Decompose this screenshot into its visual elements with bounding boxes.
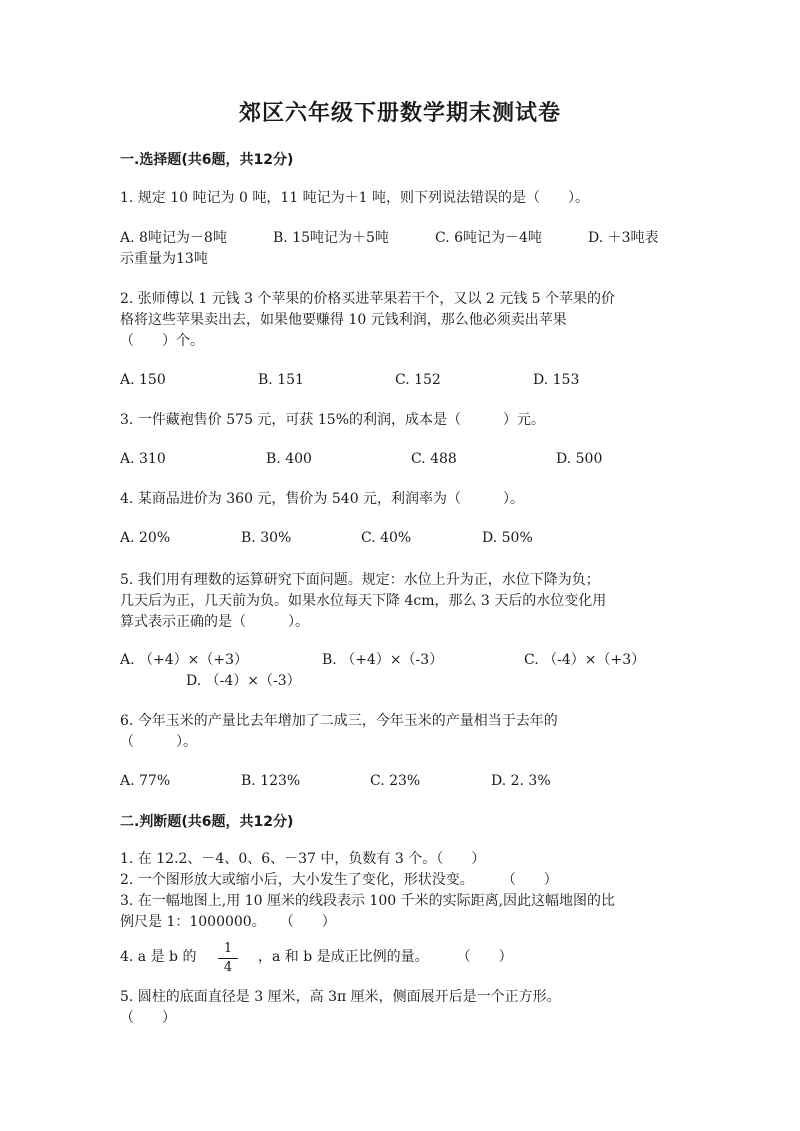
question-1-option-d: D. ＋3吨表 xyxy=(588,230,659,246)
tf-question-3-line-1: 3. 在一幅地图上,用 10 厘米的线段表示 100 千米的实际距离,因此这幅地图的比 xyxy=(120,893,616,909)
tf-question-4-after: ，a 和 b 是成正比例的量。 （ ） xyxy=(258,949,513,965)
question-3-option-a: A. 310 xyxy=(120,451,166,467)
question-6-option-d: D. 2. 3% xyxy=(491,773,551,789)
page-title: 郊区六年级下册数学期末测试卷 xyxy=(238,100,561,126)
tf-question-5-line-2: （ ） xyxy=(120,1010,176,1026)
section-heading-choice: 一.选择题(共6题，共12分) xyxy=(120,152,294,168)
question-2-option-d: D. 153 xyxy=(533,372,580,388)
question-6-option-c: C. 23% xyxy=(370,773,421,789)
question-6-stem-line-2: （ ）。 xyxy=(120,734,197,750)
question-5-stem-line-1: 5. 我们用有理数的运算研究下面问题。规定：水位上升为正，水位下降为负； xyxy=(120,572,600,588)
fraction xyxy=(218,941,238,976)
question-3-option-c: C. 488 xyxy=(411,451,457,467)
question-1-option-d-continuation: 示重量为13吨 xyxy=(120,251,208,267)
question-4-option-a: A. 20% xyxy=(120,530,171,546)
question-2-option-b: B. 151 xyxy=(258,372,304,388)
question-2-option-c: C. 152 xyxy=(395,372,441,388)
question-1-stem: 1. 规定 10 吨记为 0 吨，11 吨记为＋1 吨，则下列说法错误的是（ ）。 xyxy=(120,190,589,206)
tf-question-3-line-2: 例尺是 1：1000000。 （ ） xyxy=(120,914,336,930)
tf-question-4-before: 4. a 是 b 的 xyxy=(120,949,197,965)
question-5-option-b: B. （+4）×（-3） xyxy=(322,652,444,668)
question-1-option-c: C. 6吨记为－4吨 xyxy=(435,230,542,246)
question-2-stem-line-1: 2. 张师傅以 1 元钱 3 个苹果的价格买进苹果若干个，又以 2 元钱 5 个苹果的价 xyxy=(120,291,616,307)
question-5-stem-line-3: 算式表示正确的是（ ）。 xyxy=(120,614,309,630)
question-4-option-b: B. 30% xyxy=(241,530,292,546)
question-2-stem-line-3: （ ）个。 xyxy=(120,333,204,349)
section-heading-true-false: 二.判断题(共6题，共12分) xyxy=(120,814,294,830)
question-3-option-d: D. 500 xyxy=(556,451,603,467)
question-1-option-a: A. 8吨记为－8吨 xyxy=(120,230,227,246)
question-5-option-d: D. （-4）×（-3） xyxy=(186,673,301,689)
fraction-denominator: 4 xyxy=(223,960,233,975)
question-1-option-b: B. 15吨记为＋5吨 xyxy=(273,230,389,246)
question-4-option-d: D. 50% xyxy=(482,530,533,546)
question-5-stem-line-2: 几天后为正，几天前为负。如果水位每天下降 4cm，那么 3 天后的水位变化用 xyxy=(120,593,607,609)
question-4-option-c: C. 40% xyxy=(361,530,412,546)
tf-question-1: 1. 在 12.2、－4、0、6、－37 中，负数有 3 个。（ ） xyxy=(120,851,486,867)
tf-question-2: 2. 一个图形放大或缩小后，大小发生了变化，形状没变。 （ ） xyxy=(120,872,558,888)
question-6-option-b: B. 123% xyxy=(241,773,301,789)
question-5-option-a: A. （+4）×（+3） xyxy=(120,652,249,668)
question-3-option-b: B. 400 xyxy=(266,451,312,467)
question-6-option-a: A. 77% xyxy=(120,773,171,789)
tf-question-5-line-1: 5. 圆柱的底面直径是 3 厘米，高 3π 厘米，侧面展开后是一个正方形。 xyxy=(120,989,561,1005)
question-6-stem-line-1: 6. 今年玉米的产量比去年增加了二成三，今年玉米的产量相当于去年的 xyxy=(120,713,558,729)
question-2-stem-line-2: 格将这些苹果卖出去，如果他要赚得 10 元钱利润，那么他必须卖出苹果 xyxy=(120,312,567,328)
fraction-numerator: 1 xyxy=(218,941,238,959)
question-2-option-a: A. 150 xyxy=(120,372,166,388)
question-4-stem: 4. 某商品进价为 360 元，售价为 540 元，利润率为（ ）。 xyxy=(120,491,525,507)
question-3-stem: 3. 一件藏袍售价 575 元，可获 15%的利润，成本是（ ）元。 xyxy=(120,412,545,428)
question-5-option-c: C. （-4）×（+3） xyxy=(524,652,646,668)
